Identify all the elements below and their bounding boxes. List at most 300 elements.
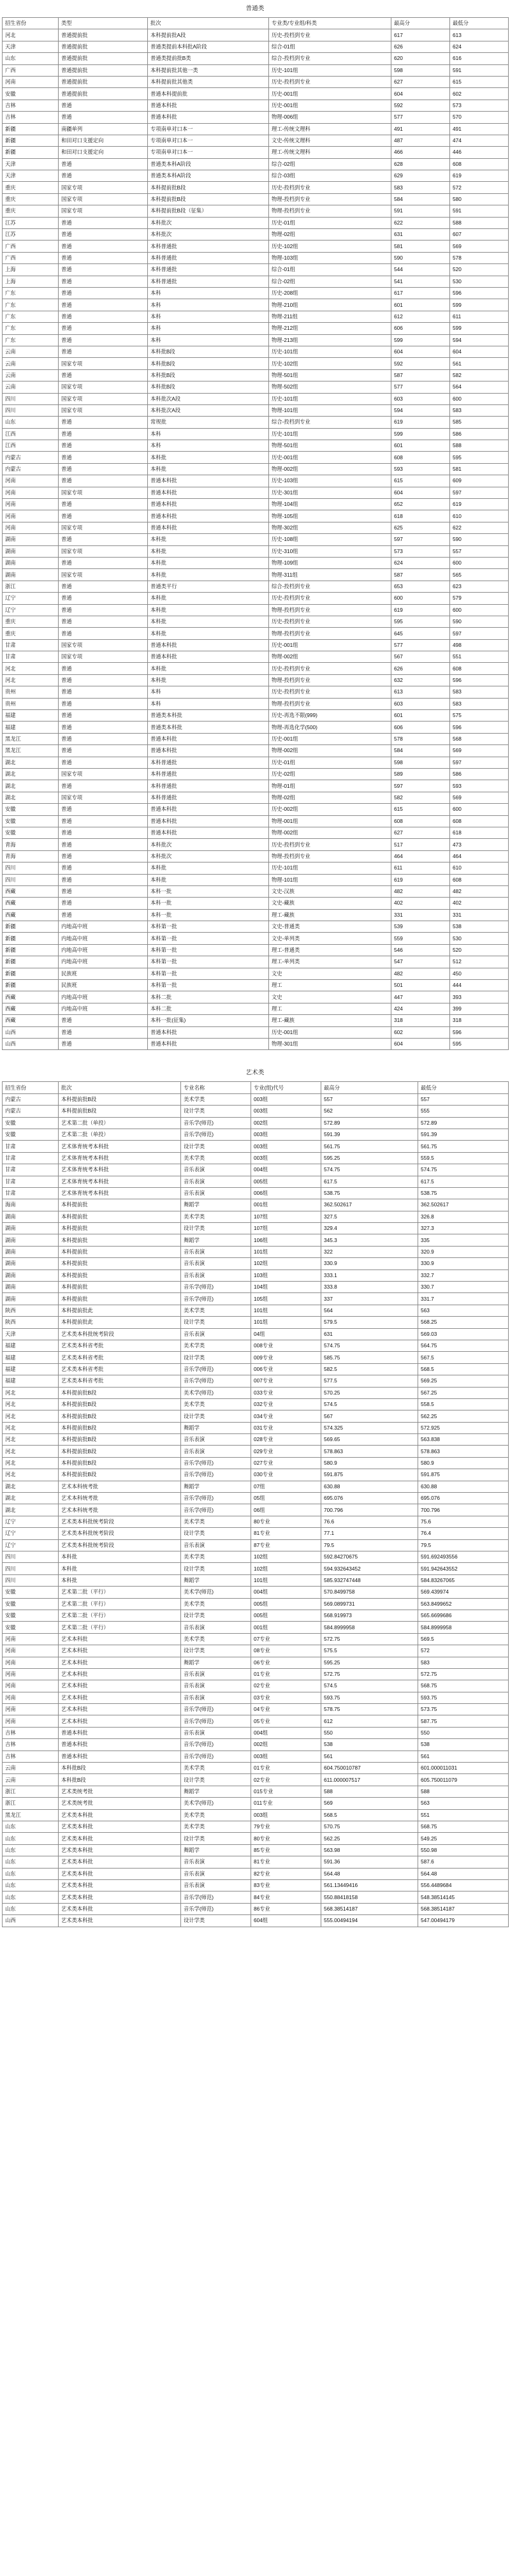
table-row (3, 1915, 509, 1927)
cell-min-score: 597 (450, 757, 509, 768)
cell-max-score: 318 (391, 1015, 450, 1026)
cell-province: 福建 (3, 1363, 59, 1375)
cell-major-name: 设计学类 (181, 1223, 251, 1234)
cell-type: 普通 (59, 229, 148, 241)
cell-major-group: 历史-01组 (269, 217, 391, 228)
cell-major-group: 物理-311组 (269, 569, 391, 581)
cell-type: 普通 (59, 510, 148, 522)
cell-max-score: 567 (391, 651, 450, 663)
cell-province: 天津 (3, 158, 59, 170)
cell-min-score: 79.5 (418, 1539, 509, 1551)
cell-major-code: 003组 (251, 1751, 321, 1762)
cell-batch: 本科批 (148, 557, 269, 568)
cell-min-score: 568.75 (418, 1680, 509, 1692)
cell-major-code: 05组 (251, 1493, 321, 1504)
cell-max-score: 574.5 (321, 1680, 418, 1692)
cell-max-score: 563.98 (321, 1844, 418, 1856)
cell-min-score: 538.75 (418, 1187, 509, 1199)
cell-major-group: 物理-501组 (269, 369, 391, 381)
cell-major-group: 综合-01组 (269, 41, 391, 52)
cell-min-score: 613 (450, 29, 509, 41)
cell-max-score: 574.325 (321, 1422, 418, 1433)
table-row (3, 1038, 509, 1049)
cell-max-score: 501 (391, 980, 450, 991)
cell-min-score: 619 (450, 499, 509, 510)
table-row (3, 1645, 509, 1657)
cell-major-group: 历史-310组 (269, 545, 391, 557)
table-row (3, 1375, 509, 1387)
cell-max-score: 585.75 (321, 1352, 418, 1363)
cell-major-code: 007专业 (251, 1375, 321, 1387)
column-header-batch: 批次 (59, 1082, 181, 1093)
cell-max-score: 606 (391, 722, 450, 733)
cell-batch: 本科提前批B段 (59, 1457, 181, 1469)
cell-major-name: 美术学类 (181, 1551, 251, 1563)
cell-max-score: 572.75 (321, 1633, 418, 1645)
cell-province: 辽宁 (3, 604, 59, 616)
cell-major-group: 历史-02组 (269, 769, 391, 780)
cell-batch: 艺术本科统考批 (59, 1493, 181, 1504)
cell-max-score: 577 (391, 639, 450, 651)
cell-min-score: 563.838 (418, 1434, 509, 1446)
cell-batch: 本科一批 (148, 885, 269, 897)
cell-batch: 艺术类本科批统考阶段 (59, 1528, 181, 1539)
cell-max-score: 619 (391, 604, 450, 616)
cell-max-score: 631 (391, 229, 450, 241)
cell-min-score: 551 (450, 651, 509, 663)
cell-province: 山东 (3, 1891, 59, 1903)
cell-batch: 本科一批(征集) (148, 1015, 269, 1026)
cell-max-score: 77.1 (321, 1528, 418, 1539)
cell-major-code: 002组 (251, 1739, 321, 1751)
cell-major-code: 003组 (251, 1093, 321, 1105)
cell-batch: 本科批 (148, 534, 269, 545)
table-row (3, 874, 509, 885)
cell-max-score: 619 (391, 417, 450, 428)
cell-province: 新疆 (3, 980, 59, 991)
table-row (3, 1798, 509, 1809)
cell-major-group: 物理-006组 (269, 112, 391, 123)
cell-province: 广东 (3, 323, 59, 334)
cell-batch: 本科普通批 (148, 780, 269, 792)
cell-min-score: 605.750011079 (418, 1774, 509, 1786)
table-row (3, 1269, 509, 1281)
cell-type: 普通提前批 (59, 76, 148, 87)
cell-batch: 本科批 (148, 616, 269, 627)
cell-major-name: 音乐学(师范) (181, 1504, 251, 1516)
cell-min-score: 575 (450, 710, 509, 722)
cell-province: 山东 (3, 1833, 59, 1844)
cell-major-code: 101组 (251, 1305, 321, 1316)
cell-major-code: 01专业 (251, 1763, 321, 1774)
cell-max-score: 611 (391, 862, 450, 874)
cell-type: 普通 (59, 557, 148, 568)
cell-major-group: 历史-投档到专业 (269, 29, 391, 41)
cell-type: 普通 (59, 874, 148, 885)
cell-major-code: 033专业 (251, 1387, 321, 1398)
table-row (3, 722, 509, 733)
cell-min-score: 591.692493556 (418, 1551, 509, 1563)
table-row (3, 452, 509, 463)
cell-min-score: 520 (450, 264, 509, 276)
table-row (3, 487, 509, 498)
cell-province: 山东 (3, 1879, 59, 1891)
column-header-major-code: 专业(组)代号 (251, 1082, 321, 1093)
cell-province: 山西 (3, 1915, 59, 1927)
table-row (3, 123, 509, 135)
cell-major-code: 003组 (251, 1809, 321, 1821)
cell-min-score: 573.75 (418, 1704, 509, 1715)
cell-major-group: 物理-002组 (269, 827, 391, 838)
cell-province: 西藏 (3, 909, 59, 921)
cell-major-code: 004组 (251, 1164, 321, 1176)
cell-min-score: 591.875 (418, 1469, 509, 1481)
cell-max-score: 327.5 (321, 1211, 418, 1222)
column-header-type: 类型 (59, 18, 148, 29)
cell-batch: 普通本科批 (148, 804, 269, 815)
cell-batch: 艺术本科批 (59, 1657, 181, 1668)
cell-type: 普通 (59, 885, 148, 897)
cell-max-score: 538 (321, 1739, 418, 1751)
cell-max-score: 569.0899731 (321, 1598, 418, 1610)
table-row (3, 29, 509, 41)
cell-type: 国家专项 (59, 205, 148, 217)
general-score-table (2, 17, 509, 1050)
cell-min-score: 572.89 (418, 1117, 509, 1129)
cell-major-code: 101组 (251, 1246, 321, 1257)
cell-province: 河北 (3, 663, 59, 674)
cell-type: 普通 (59, 581, 148, 592)
cell-min-score: 547.00494179 (418, 1915, 509, 1927)
cell-max-score: 584.8999958 (321, 1622, 418, 1633)
cell-batch: 艺术本科批 (59, 1668, 181, 1680)
cell-province: 贵州 (3, 686, 59, 698)
cell-province: 甘肃 (3, 639, 59, 651)
cell-max-score: 599 (391, 428, 450, 440)
cell-province: 湖南 (3, 557, 59, 568)
cell-major-code: 006专业 (251, 1363, 321, 1375)
general-table-header (3, 18, 509, 29)
cell-min-score: 597 (450, 628, 509, 639)
cell-max-score: 604 (391, 346, 450, 357)
cell-max-score: 617 (391, 29, 450, 41)
cell-province: 浙江 (3, 581, 59, 592)
cell-max-score: 620 (391, 53, 450, 64)
cell-major-code: 003组 (251, 1141, 321, 1152)
cell-min-score: 584.8999958 (418, 1622, 509, 1633)
cell-max-score: 593 (391, 463, 450, 475)
cell-major-group: 物理-211组 (269, 311, 391, 322)
cell-batch: 艺术第二批（平行） (59, 1622, 181, 1633)
cell-max-score: 362.502617 (321, 1199, 418, 1211)
cell-major-code: 032专业 (251, 1398, 321, 1410)
cell-province: 湖南 (3, 545, 59, 557)
table-row (3, 1574, 509, 1586)
cell-province: 湖南 (3, 1223, 59, 1234)
cell-batch: 本科提前批B段 (148, 193, 269, 205)
cell-major-code: 84专业 (251, 1891, 321, 1903)
cell-max-score: 624 (391, 557, 450, 568)
cell-province: 内蒙古 (3, 452, 59, 463)
table-row (3, 217, 509, 228)
cell-major-group: 理工-传统文理科 (269, 147, 391, 158)
cell-batch: 本科批 (59, 1563, 181, 1574)
cell-max-score: 608 (391, 815, 450, 827)
cell-major-group: 历史-投档到专业 (269, 593, 391, 604)
cell-major-code: 06组 (251, 1504, 321, 1516)
section-gap (0, 1050, 510, 1064)
cell-type: 普通 (59, 534, 148, 545)
cell-max-score: 572.89 (321, 1117, 418, 1129)
cell-batch: 本科批次 (148, 839, 269, 850)
table-row (3, 264, 509, 276)
cell-major-group: 文史-普通类 (269, 921, 391, 933)
cell-min-score: 567.5 (418, 1352, 509, 1363)
cell-major-group: 文史 (269, 991, 391, 1003)
cell-major-name: 舞蹈学 (181, 1234, 251, 1246)
cell-type: 普通 (59, 463, 148, 475)
cell-min-score: 362.502617 (418, 1199, 509, 1211)
cell-type: 普通 (59, 112, 148, 123)
cell-max-score: 591.39 (321, 1129, 418, 1140)
cell-type: 国家专项 (59, 404, 148, 416)
cell-province: 湖北 (3, 1493, 59, 1504)
cell-min-score: 599 (450, 299, 509, 311)
table-row (3, 1422, 509, 1433)
table-row (3, 334, 509, 346)
cell-province: 新疆 (3, 135, 59, 146)
cell-batch: 艺术本科批 (59, 1692, 181, 1703)
table-row (3, 381, 509, 393)
cell-type: 南疆单列 (59, 123, 148, 135)
cell-province: 江苏 (3, 229, 59, 241)
cell-max-score: 622 (391, 217, 450, 228)
cell-min-score: 584.83267065 (418, 1574, 509, 1586)
cell-min-score: 570 (450, 112, 509, 123)
cell-min-score: 564 (450, 381, 509, 393)
table-row (3, 1692, 509, 1703)
cell-max-score: 613 (391, 686, 450, 698)
table-row (3, 158, 509, 170)
cell-province: 湖北 (3, 769, 59, 780)
arts-table-header (3, 1082, 509, 1093)
cell-max-score: 618 (391, 510, 450, 522)
cell-province: 河北 (3, 29, 59, 41)
table-row (3, 1234, 509, 1246)
cell-type: 普通 (59, 241, 148, 252)
cell-min-score: 568.38514187 (418, 1903, 509, 1914)
cell-max-score: 601 (391, 299, 450, 311)
cell-major-group: 物理-投档到专业 (269, 604, 391, 616)
cell-min-score: 600 (450, 393, 509, 404)
cell-major-name: 音乐表演 (181, 1868, 251, 1879)
cell-major-group: 综合-02组 (269, 158, 391, 170)
cell-province: 福建 (3, 710, 59, 722)
cell-major-group: 物理-104组 (269, 499, 391, 510)
cell-min-score: 700.796 (418, 1504, 509, 1516)
cell-major-name: 音乐学(师范) (181, 1751, 251, 1762)
cell-batch: 艺术类本科批 (59, 1856, 181, 1868)
cell-type: 普通 (59, 674, 148, 686)
table-row (3, 850, 509, 862)
table-row (3, 182, 509, 193)
cell-province: 吉林 (3, 100, 59, 111)
cell-province: 黑龙江 (3, 1809, 59, 1821)
table-row (3, 639, 509, 651)
cell-major-name: 设计学类 (181, 1106, 251, 1117)
cell-max-score: 603 (391, 698, 450, 709)
cell-major-group: 文史-传统文理科 (269, 135, 391, 146)
cell-min-score: 580 (450, 193, 509, 205)
cell-type: 普通 (59, 757, 148, 768)
cell-max-score: 491 (391, 123, 450, 135)
cell-batch: 艺术类本科批统考阶段 (59, 1328, 181, 1340)
cell-province: 新疆 (3, 944, 59, 956)
cell-max-score: 602 (391, 1026, 450, 1038)
cell-type: 普通 (59, 158, 148, 170)
cell-max-score: 482 (391, 885, 450, 897)
cell-max-score: 587 (391, 369, 450, 381)
cell-type: 普通提前批 (59, 64, 148, 76)
cell-max-score: 584 (391, 745, 450, 757)
table-row (3, 1223, 509, 1234)
table-row (3, 1868, 509, 1879)
cell-major-code: 107组 (251, 1211, 321, 1222)
table-row (3, 792, 509, 803)
cell-batch: 本科提前批B段 (59, 1434, 181, 1446)
cell-max-score: 574.75 (321, 1164, 418, 1176)
cell-max-score: 578 (391, 733, 450, 744)
table-row (3, 686, 509, 698)
cell-batch: 艺术类统考批 (59, 1798, 181, 1809)
cell-major-code: 08专业 (251, 1645, 321, 1657)
cell-batch: 本科批 (148, 545, 269, 557)
table-row (3, 252, 509, 263)
cell-major-group: 理工-单列类 (269, 956, 391, 968)
cell-type: 和田对口支援定向 (59, 147, 148, 158)
cell-min-score: 446 (450, 147, 509, 158)
table-row (3, 299, 509, 311)
cell-batch: 普通本科批 (148, 639, 269, 651)
cell-min-score: 574.75 (418, 1164, 509, 1176)
cell-province: 新疆 (3, 147, 59, 158)
cell-max-score: 604.750010787 (321, 1763, 418, 1774)
cell-province: 河南 (3, 1704, 59, 1715)
cell-province: 山东 (3, 1844, 59, 1856)
cell-min-score: 555 (418, 1106, 509, 1117)
cell-min-score: 559.5 (418, 1152, 509, 1164)
table-row (3, 769, 509, 780)
cell-max-score: 592.84270675 (321, 1551, 418, 1563)
cell-max-score: 612 (391, 311, 450, 322)
table-row (3, 593, 509, 604)
cell-batch: 本科提前批B段 (59, 1469, 181, 1481)
cell-max-score: 333.8 (321, 1282, 418, 1293)
cell-max-score: 612 (321, 1715, 418, 1727)
cell-batch: 普通本科批 (148, 510, 269, 522)
cell-major-name: 设计学类 (181, 1915, 251, 1927)
cell-min-score: 318 (450, 1015, 509, 1026)
cell-min-score: 588 (450, 440, 509, 452)
cell-province: 重庆 (3, 193, 59, 205)
cell-major-name: 美术学类 (181, 1516, 251, 1527)
cell-min-score: 600 (450, 604, 509, 616)
table-row (3, 1551, 509, 1563)
cell-province: 海南 (3, 1199, 59, 1211)
cell-major-group: 历史-101组 (269, 64, 391, 76)
table-row (3, 1305, 509, 1316)
cell-major-code: 004组 (251, 1587, 321, 1598)
cell-min-score: 399 (450, 1003, 509, 1014)
cell-max-score: 577 (391, 112, 450, 123)
cell-major-name: 美术学类 (181, 1211, 251, 1222)
cell-min-score: 618 (450, 827, 509, 838)
cell-major-code: 015专业 (251, 1786, 321, 1797)
cell-min-score: 608 (450, 158, 509, 170)
cell-max-score: 595.25 (321, 1657, 418, 1668)
cell-province: 内蒙古 (3, 1106, 59, 1117)
cell-batch: 本科 (148, 334, 269, 346)
cell-type: 国家专项 (59, 522, 148, 533)
cell-batch: 本科普通批 (148, 241, 269, 252)
cell-major-group: 历史-001组 (269, 639, 391, 651)
cell-batch: 艺术类本科批 (59, 1868, 181, 1879)
cell-min-score: 530 (450, 276, 509, 287)
cell-province: 贵州 (3, 698, 59, 709)
cell-major-name: 舞蹈学 (181, 1844, 251, 1856)
cell-max-score: 575.5 (321, 1645, 418, 1657)
cell-major-group: 历史-投档到专业 (269, 616, 391, 627)
cell-province: 浙江 (3, 1786, 59, 1797)
cell-major-group: 物理-02组 (269, 792, 391, 803)
table-row (3, 1891, 509, 1903)
cell-major-group: 物理-101组 (269, 874, 391, 885)
table-row (3, 229, 509, 241)
cell-province: 福建 (3, 1340, 59, 1351)
cell-province: 河北 (3, 674, 59, 686)
cell-min-score: 591.942643552 (418, 1563, 509, 1574)
cell-province: 新疆 (3, 123, 59, 135)
cell-major-group: 综合-投档到专业 (269, 581, 391, 592)
cell-max-score: 592 (391, 100, 450, 111)
cell-major-group: 历史-001组 (269, 88, 391, 100)
cell-batch: 本科提前批B段 (59, 1410, 181, 1422)
cell-major-name: 音乐表演 (181, 1727, 251, 1738)
cell-type: 内地高中班 (59, 1003, 148, 1014)
cell-major-name: 舞蹈学 (181, 1574, 251, 1586)
table-row (3, 1152, 509, 1164)
cell-province: 湖南 (3, 1211, 59, 1222)
cell-major-group: 历史-001组 (269, 733, 391, 744)
cell-type: 普通 (59, 417, 148, 428)
cell-type: 国家专项 (59, 639, 148, 651)
table-row (3, 53, 509, 64)
cell-max-score: 615 (391, 475, 450, 487)
cell-min-score: 582 (450, 369, 509, 381)
cell-type: 普通 (59, 850, 148, 862)
cell-major-name: 音乐表演 (181, 1856, 251, 1868)
cell-province: 安徽 (3, 1598, 59, 1610)
cell-batch: 专项南单对口本一 (148, 147, 269, 158)
cell-max-score: 695.076 (321, 1493, 418, 1504)
cell-province: 辽宁 (3, 1528, 59, 1539)
table-row (3, 358, 509, 369)
cell-min-score: 402 (450, 898, 509, 909)
cell-province: 湖南 (3, 569, 59, 581)
cell-province: 湖南 (3, 1246, 59, 1257)
cell-batch: 艺术类本科批统考阶段 (59, 1516, 181, 1527)
cell-batch: 本科批 (148, 569, 269, 581)
